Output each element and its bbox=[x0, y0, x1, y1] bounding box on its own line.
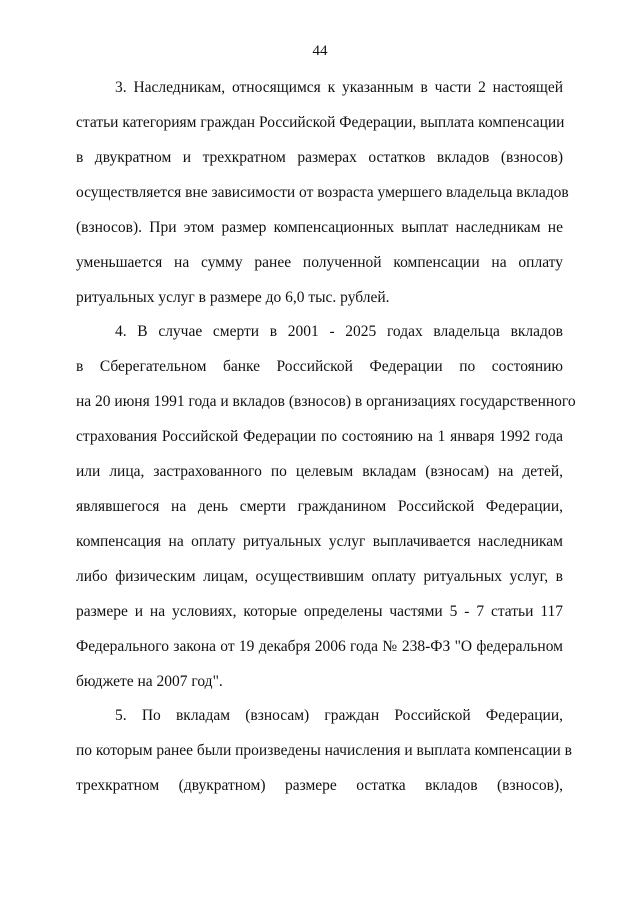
paragraph-3-line-1: 3. Наследникам, относящимся к указанным в части 2 настоящей bbox=[115, 79, 563, 96]
paragraph-4-line-8: либо физическим лицам, осуществившим оплату ритуальных услуг, в bbox=[76, 568, 563, 585]
paragraph-4-line-2: в Сберегательном банке Российской Федерации по состоянию bbox=[76, 358, 563, 375]
paragraph-4-line-3: на 20 июня 1991 года и вкладов (взносов) в организациях государственного bbox=[76, 393, 576, 410]
paragraph-4-line-1: 4. В случае смерти в 2001 - 2025 годах владельца вкладов bbox=[115, 323, 563, 340]
paragraph-4-line-7: компенсация на оплату ритуальных услуг выплачивается наследникам bbox=[76, 533, 563, 550]
paragraph-5-line-2: по которым ранее были произведены начисления и выплата компенсации в bbox=[76, 742, 572, 759]
paragraph-3-line-5: (взносов). При этом размер компенсационных выплат наследникам не bbox=[76, 219, 563, 236]
paragraph-3-line-6: уменьшается на сумму ранее полученной компенсации на оплату bbox=[76, 254, 563, 271]
paragraph-3-line-4: осуществляется вне зависимости от возраста умершего владельца вкладов bbox=[76, 184, 569, 201]
paragraph-4-line-10: Федерального закона от 19 декабря 2006 года № 238-ФЗ "О федеральном bbox=[76, 638, 563, 655]
paragraph-3-line-7: ритуальных услуг в размере до 6,0 тыс. рублей. bbox=[76, 289, 390, 306]
paragraph-3-line-2: статьи категориям граждан Российской Федерации, выплата компенсации bbox=[76, 114, 565, 131]
paragraph-4-line-11: бюджете на 2007 год". bbox=[76, 673, 223, 690]
paragraph-4-line-4: страхования Российской Федерации по состоянию на 1 января 1992 года bbox=[76, 428, 563, 445]
paragraph-3-line-3: в двукратном и трехкратном размерах остатков вкладов (взносов) bbox=[76, 149, 563, 166]
paragraph-4-line-5: или лица, застрахованного по целевым вкладам (взносам) на детей, bbox=[76, 463, 563, 480]
paragraph-5-line-3: трехкратном (двукратном) размере остатка вкладов (взносов), bbox=[76, 777, 563, 794]
paragraph-4-line-9: размере и на условиях, которые определены частями 5 - 7 статьи 117 bbox=[76, 603, 563, 620]
paragraph-5-line-1: 5. По вкладам (взносам) граждан Российской Федерации, bbox=[115, 707, 563, 724]
paragraph-4-line-6: являвшегося на день смерти гражданином Российской Федерации, bbox=[76, 498, 563, 515]
page-number: 44 bbox=[312, 43, 328, 59]
